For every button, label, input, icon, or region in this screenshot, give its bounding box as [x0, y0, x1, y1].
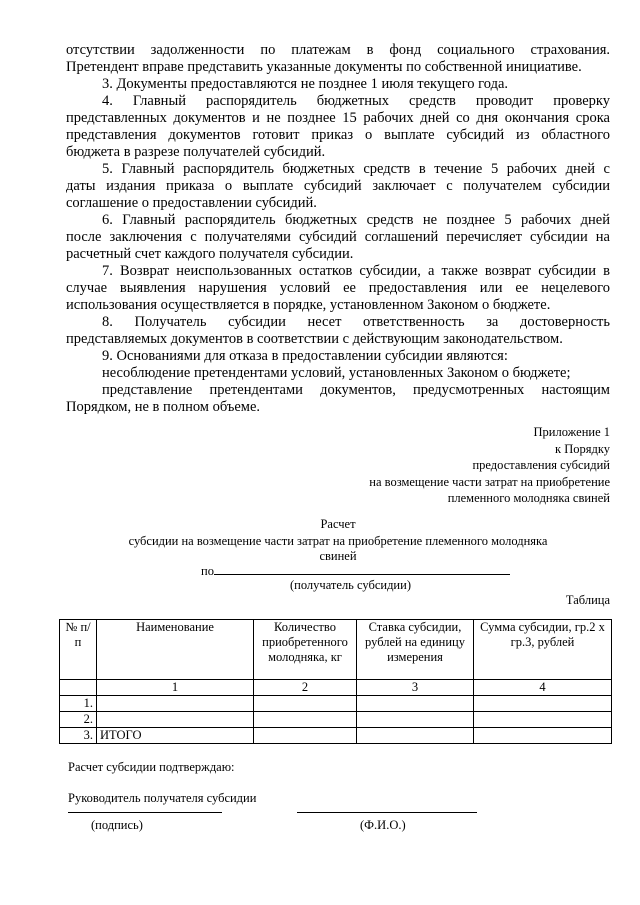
- column-number-row: [60, 680, 612, 696]
- paragraph-9b-line: представление претендентами документов, предусмотренных настоящим: [102, 382, 610, 398]
- calc-subtitle-line: свиней: [319, 549, 357, 563]
- paragraph-6-line: расчетный счет каждого получателя субсидии.: [66, 246, 354, 262]
- paragraph-line: отсутствии задолженности по платежам в фонд социального страхования.: [66, 42, 610, 58]
- paragraph-9: 9. Основаниями для отказа в предоставлении субсидии являются:: [102, 348, 508, 364]
- recipient-caption: (получатель субсидии): [290, 578, 411, 592]
- row-cell: [474, 728, 612, 744]
- subsidy-table: [59, 619, 612, 744]
- paragraph-8-line: представляемых документов в соответствии с действующим законодательством.: [66, 331, 563, 347]
- row-num: 2.: [60, 712, 97, 728]
- header-cell-name: Наименование: [97, 620, 254, 680]
- signature-caption: (подпись): [91, 818, 143, 832]
- row-cell: [357, 696, 474, 712]
- row-cell: [474, 696, 612, 712]
- paragraph-3: 3. Документы предоставляются не позднее 1 июля текущего года.: [102, 76, 509, 92]
- paragraph-9a: несоблюдение претендентами условий, установленных Законом о бюджете;: [102, 365, 571, 381]
- row-name: ИТОГО: [97, 728, 254, 744]
- confirm-text: Расчет субсидии подтверждаю:: [68, 760, 235, 774]
- header-cell-num: № п/п: [60, 620, 97, 680]
- appendix-line: предоставления субсидий: [472, 458, 610, 472]
- row-cell: [254, 696, 357, 712]
- col-number-cell: 1: [97, 680, 254, 696]
- table-row: [60, 696, 612, 712]
- table-label: Таблица: [565, 593, 610, 607]
- po-label: по: [201, 564, 214, 578]
- table-row: [60, 712, 612, 728]
- row-name: [97, 712, 254, 728]
- header-cell-quantity: Количество приобретенного молодняка, кг: [254, 620, 357, 680]
- appendix-line: к Порядку: [555, 441, 610, 456]
- paragraph-line: Претендент вправе представить указанные документы по собственной инициативе.: [66, 59, 582, 75]
- row-cell: [254, 728, 357, 744]
- fio-caption: (Ф.И.О.): [360, 818, 406, 832]
- paragraph-5-line: даты издания приказа о выплате субсидий заключает с получателем субсидии: [66, 178, 610, 194]
- appendix-line: Приложение 1: [533, 425, 610, 439]
- paragraph-4-line: бюджета в разрезе получателей субсидий.: [66, 144, 326, 160]
- paragraph-8-line: 8. Получатель субсидии несет ответственность за достоверность: [102, 314, 610, 330]
- paragraph-6-line: 6. Главный распорядитель бюджетных средств не позднее 5 рабочих дней: [102, 212, 610, 228]
- row-num: 3.: [60, 728, 97, 744]
- row-cell: [357, 712, 474, 728]
- head-label: Руководитель получателя субсидии: [68, 791, 257, 805]
- row-cell: [357, 728, 474, 744]
- signature-line: [68, 812, 222, 813]
- col-number-cell: 4: [474, 680, 612, 696]
- col-number-cell: 3: [357, 680, 474, 696]
- appendix-line: на возмещение части затрат на приобретение: [369, 474, 610, 489]
- table-row-total: [60, 728, 612, 744]
- row-cell: [254, 712, 357, 728]
- calc-subtitle-line: субсидии на возмещение части затрат на приобретение племенного молодняка: [128, 534, 548, 548]
- paragraph-4-line: представленных документов и не позднее 15 рабочих дней со дня окончания срока: [66, 110, 610, 126]
- appendix-line: племенного молодняка свиней: [447, 491, 610, 505]
- paragraph-9b-line: Порядком, не в полном объеме.: [66, 399, 261, 415]
- paragraph-6-line: после заключения с получателями субсидий соглашений перечисляет субсидии на: [66, 229, 610, 245]
- col-number-cell: 2: [254, 680, 357, 696]
- calc-title: Расчет: [320, 517, 356, 531]
- table-header-row: [60, 620, 612, 680]
- paragraph-7-line: 7. Возврат неиспользованных остатков субсидии, а также возврат субсидии в: [102, 263, 610, 279]
- paragraph-4-line: представления документов готовит приказ о выплате субсидий из областного: [66, 127, 610, 143]
- paragraph-5-line: соглашение о предоставлении субсидий.: [66, 195, 317, 211]
- row-cell: [474, 712, 612, 728]
- row-name: [97, 696, 254, 712]
- col-number-cell: [60, 680, 97, 696]
- header-cell-rate: Ставка субсидии, рублей на единицу измерения: [357, 620, 474, 680]
- recipient-blank: [214, 562, 510, 575]
- paragraph-5-line: 5. Главный распорядитель бюджетных средств в течение 5 рабочих дней с: [102, 161, 610, 177]
- fio-line: [297, 812, 477, 813]
- paragraph-4-line: 4. Главный распорядитель бюджетных средств проводит проверку: [102, 93, 610, 109]
- appendix-header: [369, 424, 610, 507]
- row-num: 1.: [60, 696, 97, 712]
- paragraph-7-line: случае выявления нарушения условий ее предоставления или ее нецелевого: [66, 280, 610, 296]
- paragraph-7-line: использования осуществляется в порядке, установленном Законом о бюджете.: [66, 297, 551, 313]
- header-cell-sum: Сумма субсидии, гр.2 х гр.3, рублей: [474, 620, 612, 680]
